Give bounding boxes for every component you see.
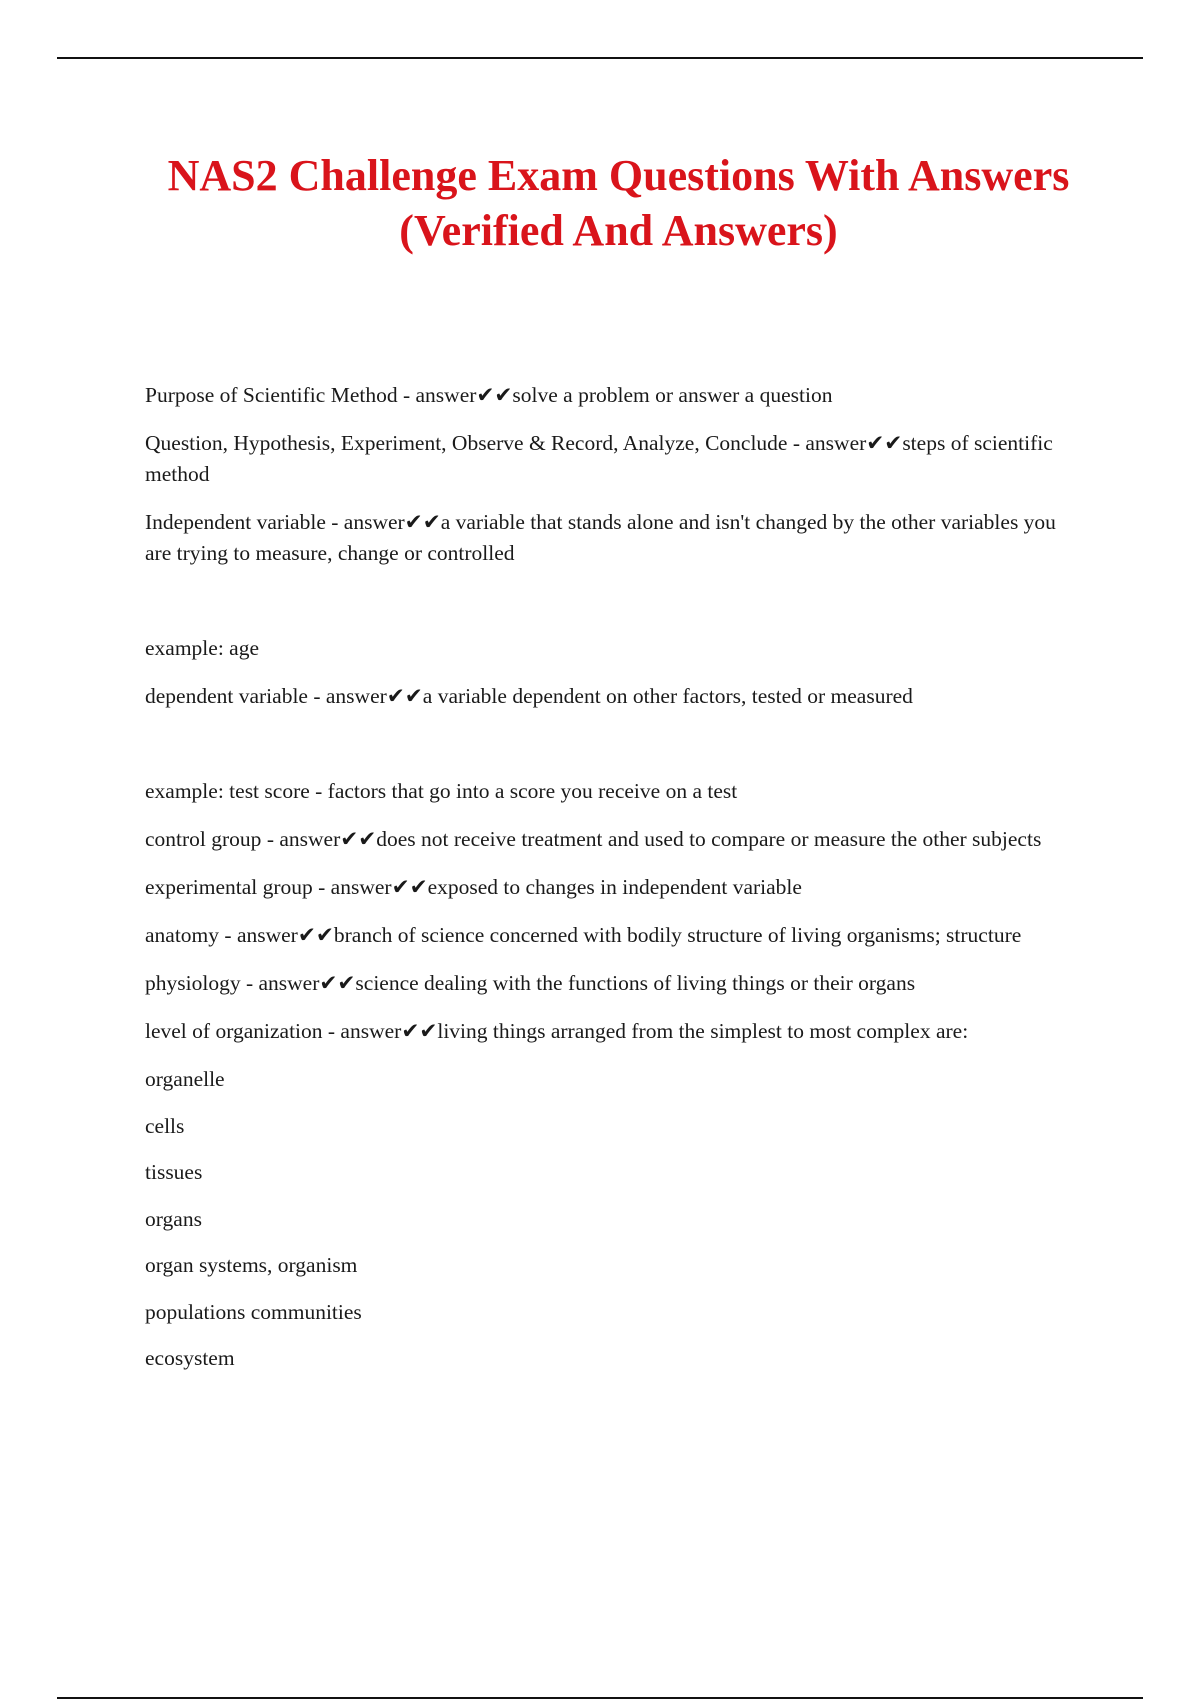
answer-marker: - answer✔✔ — [325, 510, 441, 534]
bottom-rule — [57, 1697, 1143, 1699]
entry-physiology — [145, 968, 1080, 999]
answer-marker: - answer✔✔ — [397, 383, 513, 407]
top-rule — [57, 57, 1143, 59]
entry-term: Question, Hypothesis, Experiment, Observe & Record, Analyze, Conclude — [145, 431, 788, 455]
level-populations: populations communities — [145, 1299, 362, 1324]
entry-definition: solve a problem or answer a question — [512, 383, 833, 407]
entry-independent-variable — [145, 507, 1080, 569]
example-test-score: example: test score - factors that go into a score you receive on a test — [145, 779, 738, 803]
entry-anatomy — [145, 920, 1080, 951]
level-cells: cells — [145, 1113, 185, 1138]
level-organs: organs — [145, 1206, 202, 1231]
document-title: NAS2 Challenge Exam Questions With Answers (Verified And Answers) — [167, 151, 1070, 255]
entry-definition: science dealing with the functions of living things or their organs — [355, 971, 916, 995]
entry-term: Purpose of Scientific Method — [145, 383, 398, 407]
answer-marker: - answer✔✔ — [307, 684, 423, 708]
entry-level-of-organization — [145, 1016, 1080, 1047]
entry-definition: a variable dependent on other factors, tested or measured — [422, 684, 913, 708]
answer-marker: - answer✔✔ — [312, 875, 428, 899]
entry-purpose-of-scientific-method — [145, 380, 1080, 411]
entry-control-group — [145, 824, 1080, 855]
entry-definition: exposed to changes in independent variable — [427, 875, 802, 899]
entry-definition: living things arranged from the simplest to most complex are: — [437, 1019, 969, 1043]
level-organ-systems: organ systems, organism — [145, 1253, 358, 1277]
entry-definition: steps of scientific method — [145, 431, 1053, 486]
entry-scientific-method-steps — [145, 428, 1080, 490]
entry-term: experimental group — [145, 875, 313, 899]
answer-marker: - answer✔✔ — [322, 1019, 438, 1043]
spacer — [145, 729, 1080, 776]
entry-term: anatomy — [145, 923, 220, 947]
entry-term: level of organization — [145, 1019, 323, 1043]
document-body — [145, 380, 1080, 1390]
answer-marker: - answer✔✔ — [219, 923, 334, 947]
answer-marker: - answer✔✔ — [787, 431, 903, 455]
entry-term: dependent variable — [145, 684, 308, 708]
level-ecosystem: ecosystem — [145, 1346, 235, 1370]
example-age: example: age — [145, 636, 260, 660]
answer-marker: - answer✔✔ — [261, 827, 377, 851]
entry-experimental-group — [145, 872, 1080, 903]
entry-dependent-variable — [145, 681, 1080, 712]
entry-definition: does not receive treatment and used to compare or measure the other subjects — [376, 827, 1042, 851]
entry-definition: branch of science concerned with bodily structure of living organisms; structure — [333, 923, 1022, 947]
entry-term: Independent variable — [145, 510, 326, 534]
entry-term: control group — [145, 827, 262, 851]
answer-marker: - answer✔✔ — [240, 971, 356, 995]
entry-definition: a variable that stands alone and isn't changed by the other variables you are trying to measure, change or controlled — [145, 510, 1056, 565]
level-organelle: organelle — [145, 1067, 225, 1091]
spacer — [145, 586, 1080, 633]
level-tissues: tissues — [145, 1160, 203, 1184]
entry-term: physiology — [145, 971, 241, 995]
